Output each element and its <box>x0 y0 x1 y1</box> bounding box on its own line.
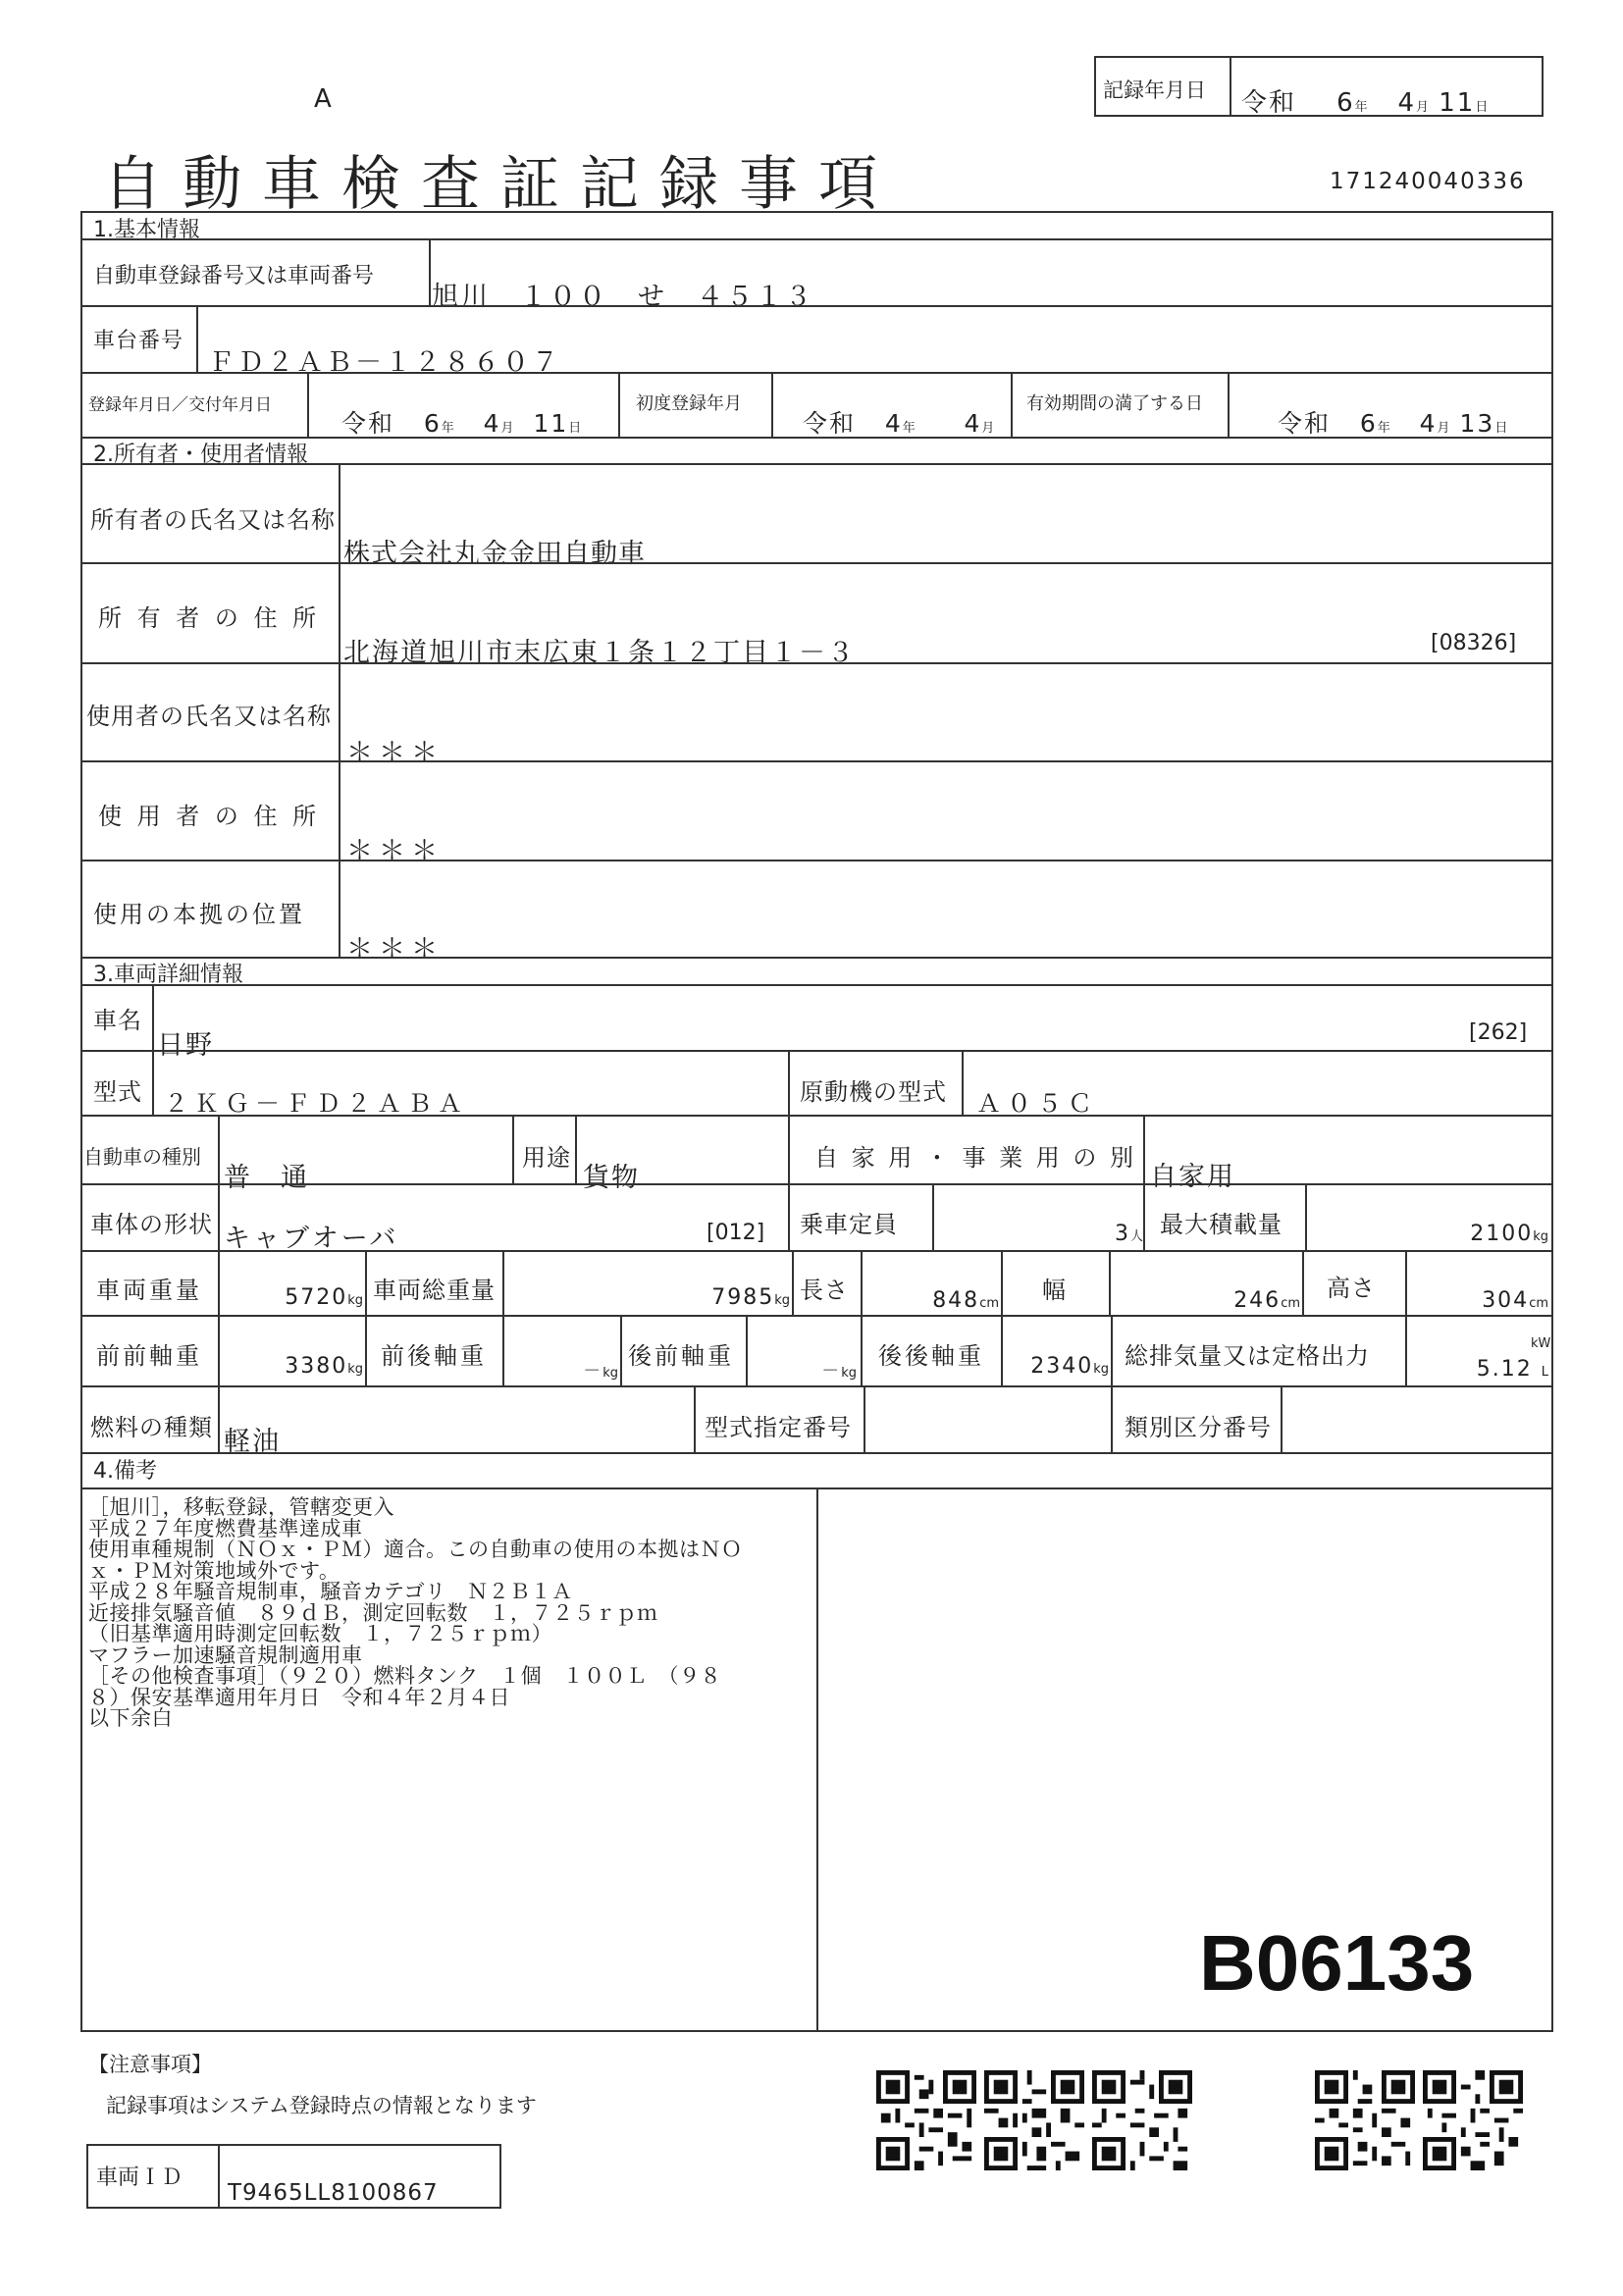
category-label: 類別区分番号 <box>1125 1414 1272 1441</box>
use-label: 用途 <box>522 1144 571 1172</box>
qr-code-1 <box>876 2070 976 2170</box>
form-mark: A <box>314 84 332 114</box>
user-address-label: 使 用 者 の 住 所 <box>98 803 321 830</box>
reg-date-label: 登録年月日／交付年月日 <box>88 395 272 415</box>
height-value: 304cm <box>1482 1288 1548 1313</box>
unit-kw: kW <box>1531 1336 1551 1351</box>
stamp-code: B06133 <box>1199 1919 1475 2007</box>
user-name-label: 使用者の氏名又は名称 <box>86 703 332 730</box>
record-date-value: 令和 6年 4月 11日 <box>1241 88 1489 118</box>
body-shape-label: 車体の形状 <box>90 1211 213 1238</box>
fuel-value: 軽油 <box>224 1427 281 1457</box>
type-approval-label: 型式指定番号 <box>705 1414 852 1441</box>
engine-label: 原動機の型式 <box>800 1078 947 1106</box>
expiry-value: 令和 6年 4月 13日 <box>1278 409 1508 438</box>
displacement-label: 総排気量又は定格出力 <box>1125 1342 1370 1370</box>
gross-weight-label: 車両総重量 <box>373 1277 496 1304</box>
car-name-label: 車名 <box>93 1007 142 1034</box>
rr-axle-value: 2340kg <box>1030 1354 1109 1379</box>
base-location-label: 使用の本拠の位置 <box>93 901 305 928</box>
first-reg-label: 初度登録年月 <box>636 393 742 414</box>
max-load-value: 2100kg <box>1470 1222 1548 1246</box>
document-number: 171240040336 <box>1330 169 1526 194</box>
width-value: 246cm <box>1233 1288 1300 1313</box>
user-address-value: ＊＊＊ <box>346 836 444 866</box>
fuel-label: 燃料の種類 <box>90 1414 213 1441</box>
notice-text: 記録事項はシステム登録時点の情報となります <box>106 2094 537 2117</box>
engine-value: Ａ０５Ｃ <box>976 1089 1099 1118</box>
vehicle-weight-label: 車両重量 <box>96 1277 202 1304</box>
owner-name-value: 株式会社丸金金田自動車 <box>343 539 646 569</box>
notice-title: 【注意事項】 <box>88 2053 212 2076</box>
kind-label: 自動車の種別 <box>83 1145 201 1169</box>
displacement-value: 5.12 L <box>1476 1357 1548 1382</box>
max-load-label: 最大積載量 <box>1160 1211 1283 1238</box>
rf-axle-value: －kg <box>821 1361 857 1382</box>
qr-code-5 <box>1423 2070 1523 2170</box>
reg-no-label: 自動車登録番号又は車両番号 <box>93 264 375 288</box>
owner-address-value: 北海道旭川市末広東１条１２丁目１－３ <box>343 638 856 668</box>
rr-axle-label: 後後軸重 <box>878 1342 984 1370</box>
ff-axle-label: 前前軸重 <box>96 1342 202 1370</box>
expiry-label: 有効期間の満了する日 <box>1026 393 1203 414</box>
body-shape-code: [012] <box>707 1221 765 1245</box>
record-date-label: 記録年月日 <box>1103 78 1206 102</box>
section-1-title: 1.基本情報 <box>93 218 200 242</box>
car-name-code: [262] <box>1469 1020 1528 1045</box>
owner-address-code: [08326] <box>1431 631 1517 655</box>
qr-code-3 <box>1092 2070 1192 2170</box>
width-label: 幅 <box>1042 1277 1067 1304</box>
section-2-title: 2.所有者・使用者情報 <box>93 443 308 467</box>
reg-no-value: 旭川 １００ せ ４５１３ <box>432 282 814 312</box>
remarks-text: ［旭川］，移転登録，管轄変更入 平成２７年度燃費基準達成車 使用車種規制（ＮＯｘ・ＰＭ）適合。この自動車の使用の本拠はＮＯ ｘ・ＰＭ対策地域外です。 平成２８年騒音規制車，騒音カテゴリ Ｎ２Ｂ１Ａ 近接排気騒音値 ８９ｄＢ，測定回転数 １，７２５ｒｐｍ （旧基準適用時測定回転数 １，７２５ｒｐｍ） マフラー加速騒音規制適用車 ［その他検査事項］（９２０）燃料タンク １個 １００Ｌ （９８ ８）保安基準適用年月日 令和４年２月４日 以下余白 <box>88 1495 743 1730</box>
chassis-label: 車台番号 <box>93 329 184 353</box>
length-value: 848cm <box>932 1288 999 1313</box>
fr-axle-value: －kg <box>583 1361 618 1382</box>
kind-value: 普 通 <box>224 1163 309 1193</box>
chassis-value: ＦＤ２ＡＢ－１２８６０７ <box>208 347 561 378</box>
reg-date-value: 令和 6年 4月 11日 <box>341 409 582 438</box>
vehicle-weight-value: 5720kg <box>285 1285 363 1310</box>
first-reg-value: 令和 4年 4月 <box>803 409 995 438</box>
vehicle-id-value: T9465LL8100867 <box>228 2180 439 2206</box>
gross-weight-value: 7985kg <box>711 1285 790 1310</box>
qr-code-2 <box>984 2070 1084 2170</box>
base-location-value: ＊＊＊ <box>346 934 444 965</box>
section-4-title: 4.備考 <box>93 1459 157 1484</box>
use-value: 貨物 <box>583 1163 640 1193</box>
body-shape-value: キャブオーバ <box>224 1224 399 1254</box>
model-label: 型式 <box>93 1078 142 1106</box>
rf-axle-label: 後前軸重 <box>628 1342 734 1370</box>
vehicle-id-label: 車両ＩＤ <box>96 2166 183 2190</box>
capacity-label: 乗車定員 <box>800 1211 898 1238</box>
qr-code-4 <box>1315 2070 1415 2170</box>
ff-axle-value: 3380kg <box>285 1354 363 1379</box>
owner-name-label: 所有者の氏名又は名称 <box>90 506 336 534</box>
length-label: 長さ <box>800 1277 849 1304</box>
document-title: 自動車検査証記録事項 <box>103 150 898 219</box>
private-business-value: 自家用 <box>1150 1162 1235 1192</box>
height-label: 高さ <box>1327 1275 1376 1302</box>
fr-axle-label: 前後軸重 <box>381 1342 487 1370</box>
model-value: ２ＫＧ－ＦＤ２ＡＢＡ <box>164 1089 469 1118</box>
private-business-label: 自 家 用 ・ 事 業 用 の 別 <box>814 1144 1137 1172</box>
owner-address-label: 所 有 者 の 住 所 <box>98 604 321 632</box>
car-name-value: 日野 <box>157 1030 214 1061</box>
capacity-value: 3人 <box>1114 1222 1143 1246</box>
section-3-title: 3.車両詳細情報 <box>93 963 243 987</box>
user-name-value: ＊＊＊ <box>346 738 444 768</box>
